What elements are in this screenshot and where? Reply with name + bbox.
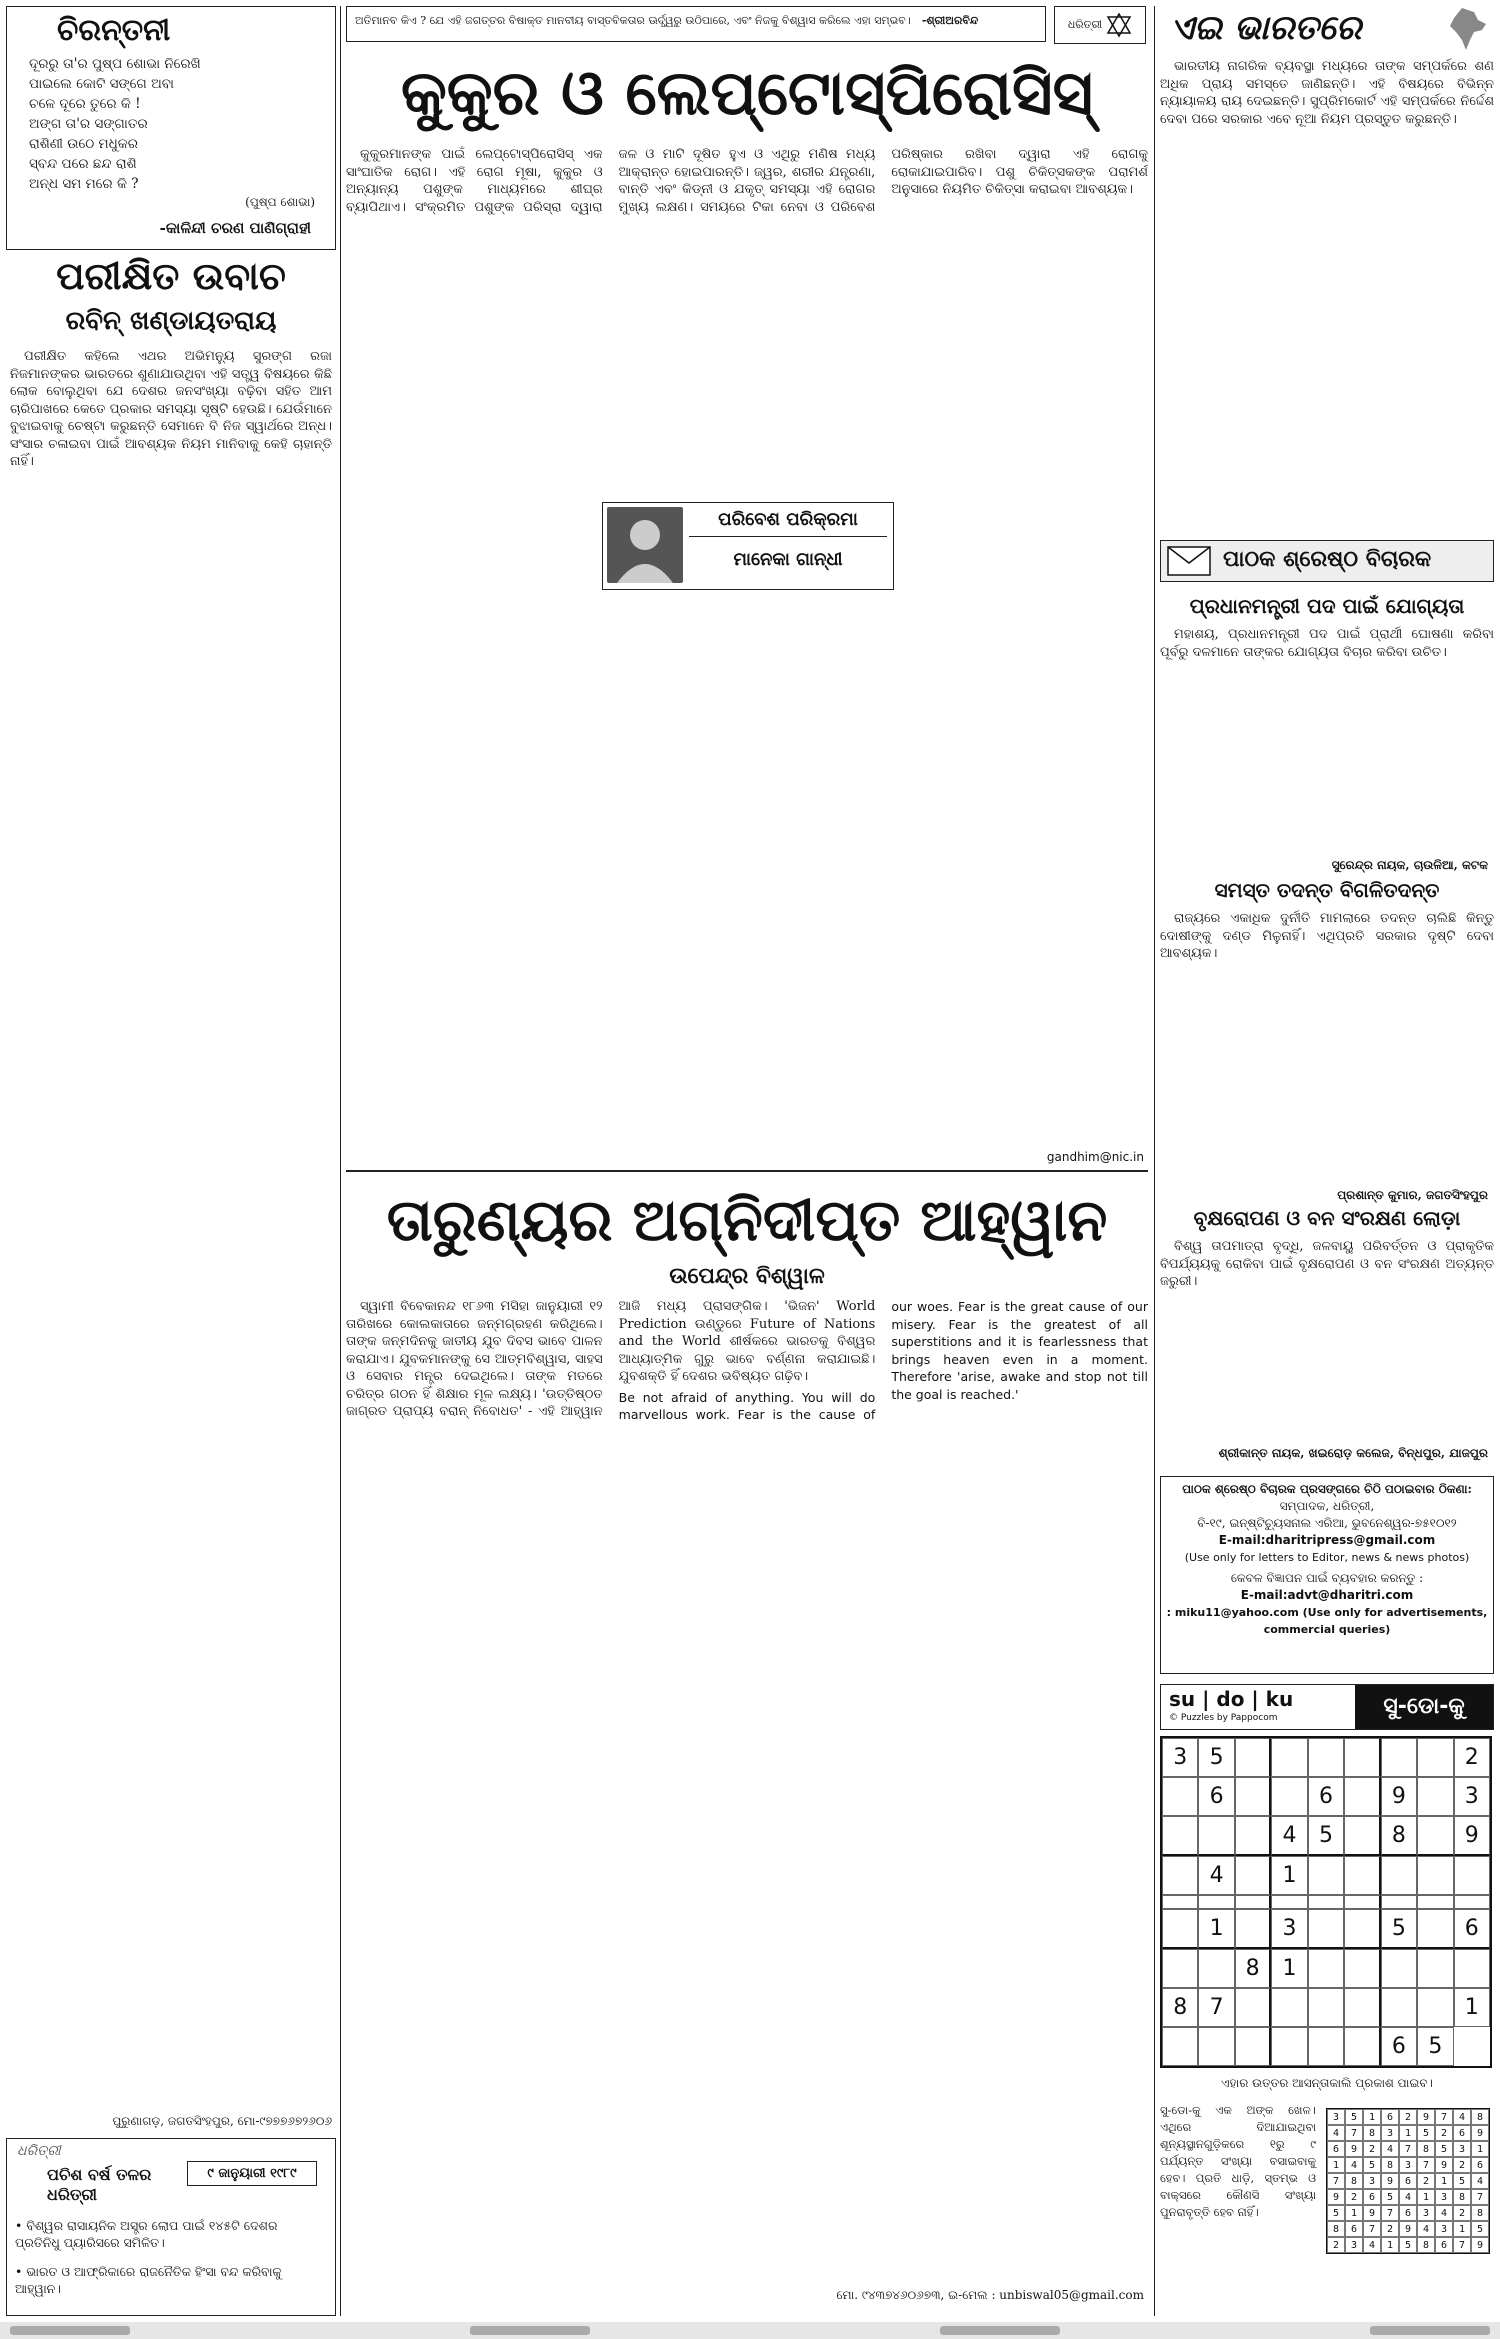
sudoku-cell: 5 [1417,2027,1453,2066]
sudoku-cell [1198,2027,1234,2066]
solution-cell: 3 [1453,2141,1471,2157]
sudoku-cell [1417,1909,1453,1949]
solution-cell: 5 [1453,2173,1471,2189]
sudoku-cell [1417,1949,1453,1988]
sudoku-cell: 1 [1271,1949,1307,1988]
sudoku-cell: 9 [1381,1777,1417,1816]
sudoku-cell [1162,1949,1198,1988]
sudoku-cell [1162,1909,1198,1949]
star-emblem-icon [1106,12,1132,38]
contact-box [1160,1476,1494,1674]
footer-marker-3 [940,2326,1060,2335]
masthead-body [1160,58,1494,518]
solution-cell: 3 [1327,2109,1345,2125]
sudoku-cell: 6 [1198,1777,1234,1816]
sudoku-cell [1454,1895,1490,1909]
sudoku-cell [1381,1738,1417,1777]
sudoku-cell: 6 [1308,1777,1344,1816]
footer-marker-2 [470,2326,590,2335]
sudoku-cell: 6 [1454,1909,1490,1949]
solution-cell: 7 [1399,2141,1417,2157]
sudoku-cell [1381,1895,1417,1909]
pariksita-author: ରବିନ୍ ଖଣ୍ଡାୟତରାୟ [65,306,277,336]
solution-cell: 8 [1471,2205,1489,2221]
article2-author: ଉପେନ୍ଦ୍ର ବିଶ୍ୱାଳ [669,1264,825,1289]
sudoku-cell: 8 [1381,1816,1417,1856]
sudoku-header [1160,1684,1494,1730]
sudoku-cell: 8 [1162,1988,1198,2027]
sudoku-grid [1160,1736,1492,2068]
letter1-sign: ସୁରେନ୍ଦ୍ର ନାୟକ, ଚାଉଳିଆ, କଟକ [1331,858,1488,872]
solution-cell: 3 [1417,2205,1435,2221]
contact-adv-email-2[interactable]: : miku11@yahoo.com (Use only for advertisements, commercial queries) [1166,1606,1488,1636]
sudoku-cell [1344,1949,1380,1988]
byline-name: ମାନେକା ଗାନ୍ଧୀ [733,549,843,570]
sudoku-cell [1235,2027,1271,2066]
sudoku-answer-note: ଏହାର ଉତ୍ତର ଆସନ୍ତାକାଲି ପ୍ରକାଶ ପାଇବ। [1221,2076,1433,2090]
solution-cell: 4 [1399,2189,1417,2205]
headline-kukura: କୁକୁର ଓ ଲେପ୍ଟୋସ୍ପିରୋସିସ୍ [400,56,1094,129]
chirantani-title: ଚିରନ୍ତନୀ [57,13,171,48]
solution-cell: 1 [1399,2125,1417,2141]
sudoku-rules: ସୁ-ଡୋ-କୁ ଏକ ଅଙ୍କ ଖେଳ। ଏଥିରେ ଦିଆଯାଇଥିବା ଶୂନ୍ୟସ୍ଥାନଗୁଡ଼ିକରେ ୧ରୁ ୯ ପର୍ଯ୍ୟନ୍ତ ସଂଖ୍ୟା ବସାଇବାକୁ ହେବ। ପ୍ରତି ଧାଡ଼ି, ସ୍ତମ୍ଭ ଓ ବାକ୍ସରେ କୌଣସି ସଂଖ୍ୟା ପୁନରାବୃତ୍ତି ହେବ ନାହିଁ। [1160,2103,1316,2219]
contact-adv-label: କେବଳ ବିଜ୍ଞାପନ ପାଇଁ ବ୍ୟବହାର କରନ୍ତୁ : [1230,1571,1424,1585]
sudoku-cell: 6 [1381,2027,1417,2066]
solution-cell: 5 [1327,2205,1345,2221]
sudoku-cell [1162,1895,1198,1909]
solution-cell: 3 [1363,2173,1381,2189]
letter1-body [1160,626,1494,846]
solution-cell: 9 [1363,2205,1381,2221]
letters-header [1160,540,1494,582]
solution-cell: 4 [1471,2173,1489,2189]
sudoku-cell [1308,1895,1344,1909]
archive-logo: ଧରିତ୍ରୀ [17,2143,61,2159]
sudoku-cell [1308,1856,1344,1895]
letter1-text: ମହାଶୟ, ପ୍ରଧାନମନ୍ତ୍ରୀ ପଦ ପାଇଁ ପ୍ରାର୍ଥୀ ଘୋଷଣା କରିବା ପୂର୍ବରୁ ଦଳମାନେ ତାଙ୍କର ଯୋଗ୍ୟତା ବିଚାର କରିବା ଉଚିତ। [1160,627,1494,660]
sudoku-cell [1308,1988,1344,2027]
solution-cell: 3 [1435,2189,1453,2205]
poem: ଦୂରରୁ ତା'ର ପୁଷ୍ପ ଶୋଭା ନିରେଖି ପାଇଲେ କୋଟି ସଙ୍ଗେ ଅବା ଚଳେ ଦୂରେ ତୁରେ କି ! ଅଙ୍ଗ ତା'ର ସଙ୍ଗାତର ରାଶିଣୀ ଉଠେ ମଧୁକର ସ୍ବନ୍ଦ ପରେ ଛନ୍ଦ ରାଶି ଅନ୍ଧ ସମ ମରେ କି ? [29,56,201,192]
solution-cell: 4 [1453,2109,1471,2125]
sudoku-cell [1381,1949,1417,1988]
right-column [1160,6,1494,2316]
sudoku-cell [1235,1777,1271,1816]
previous-solution-grid [1326,2108,1490,2254]
byline-section: ପରିବେଶ ପରିକ୍ରମା [689,509,887,537]
contact-adv-email[interactable]: E-mail:advt@dharitri.com [1240,1588,1414,1602]
quote-text: ଅତିମାନବ କିଏ ? ଯେ ଏହି ଜଗତ୍ତର ବିଷାକ୍ତ ମାନବୀୟ ବାସ୍ତବିକତାର ଊର୍ଦ୍ଧ୍ୱରୁ ଉଠିପାରେ, ଏବଂ ନିଜକୁ ବିଶ୍ୱାସ କରିଲେ ଏହା ସମ୍ଭବ। [355,14,911,27]
solution-cell: 5 [1363,2157,1381,2173]
badge-text: ଧରିତ୍ରୀ [1067,18,1103,31]
pariksita-footer: ପୁରୁଣାଗଡ଼, ଜଗତସିଂହପୁର, ମୋ-୯୭୭୭୬୭୨୬୦୬ [112,2114,332,2128]
sudoku-cell [1162,1816,1198,1856]
letter3-sign: ଶ୍ରୀକାନ୍ତ ନାୟକ, ଖଇରୋଡ଼ କଲେଜ, ବିନ୍ଧପୁର, ଯାଜପୁର [1218,1446,1488,1460]
solution-cell: 3 [1381,2125,1399,2141]
contact-email[interactable]: E-mail:dharitripress@gmail.com [1218,1533,1436,1547]
article-divider [346,1170,1148,1172]
sudoku-cell [1235,1738,1271,1777]
sudoku-cell [1235,1988,1271,2027]
solution-cell: 2 [1417,2173,1435,2189]
contact-intro: ପାଠକ ଶ୍ରେଷ୍ଠ ବିଚାରକ ପ୍ରସଙ୍ଗରେ ଚିଠି ପଠାଇବାର ଠିକଣା: [1182,1482,1472,1496]
footer-marker-4 [1370,2326,1490,2335]
solution-cell: 5 [1381,2189,1399,2205]
footer-strip [0,2322,1500,2339]
sudoku-cell [1344,1738,1380,1777]
envelope-icon [1167,546,1211,576]
solution-cell: 1 [1327,2157,1345,2173]
solution-cell: 6 [1381,2109,1399,2125]
dharitri-badge [1054,6,1146,44]
letter3-body [1160,1238,1494,1438]
solution-cell: 1 [1435,2173,1453,2189]
solution-cell: 8 [1345,2173,1363,2189]
solution-cell: 6 [1453,2125,1471,2141]
solution-cell: 6 [1399,2205,1417,2221]
solution-cell: 5 [1417,2125,1435,2141]
byline-box [602,502,894,590]
article2-english-quote: Be not afraid of anything. You will do marvellous work. Fear is the cause of our woes. Fear is the great cause of our misery. Fear is the greatest of all superstitions and it is fearlessness that brings heaven even in a moment. Therefore 'arise, awake and stop not till the goal is reached.' [618,1299,1148,1422]
sudoku-cell: 4 [1271,1816,1307,1856]
solution-cell: 4 [1381,2141,1399,2157]
solution-cell: 5 [1435,2141,1453,2157]
solution-cell: 4 [1327,2125,1345,2141]
solution-cell: 1 [1363,2109,1381,2125]
sudoku-cell [1308,1738,1344,1777]
letter2-text: ରାଜ୍ୟରେ ଏକାଧିକ ଦୁର୍ନୀତି ମାମଲାରେ ତଦନ୍ତ ଚାଲିଛି କିନ୍ତୁ ଦୋଷୀଙ୍କୁ ଦଣ୍ଡ ମିଳୁନାହିଁ। ଏଥିପ୍ରତି ସରକାର ଦୃଷ୍ଟି ଦେବା ଆବଶ୍ୟକ। [1160,911,1494,961]
solution-cell: 3 [1345,2237,1363,2253]
sudoku-cell [1417,1816,1453,1856]
solution-cell: 7 [1345,2125,1363,2141]
sudoku-cell [1162,2027,1198,2066]
archive-item-1: • ବିଶ୍ୱର ରାସାୟନିକ ଅସ୍ତ୍ର ଲୋପ ପାଇଁ ୧୪୫ଟି ଦେଶର ପ୍ରତିନିଧୁ ପ୍ୟାରିସରେ ସମିଳିତ। [15,2218,278,2250]
solution-cell: 1 [1345,2205,1363,2221]
solution-cell: 4 [1435,2205,1453,2221]
sudoku-cell [1271,2027,1307,2066]
sudoku-cell: 2 [1454,1738,1490,1777]
solution-cell: 9 [1399,2221,1417,2237]
solution-cell: 9 [1381,2173,1399,2189]
sudoku-cell [1198,1949,1234,1988]
solution-cell: 5 [1399,2237,1417,2253]
article1-text: କୁକୁରମାନଙ୍କ ପାଇଁ ଲେପ୍ଟୋସ୍ପିରୋସିସ୍ ଏକ ସାଂଘାତିକ ରୋଗ। ଏହି ରୋଗ ମୂଷା, କୁକୁର ଓ ଅନ୍ୟାନ୍ୟ ପଶୁଙ୍କ ମାଧ୍ୟମରେ ଶୀଘ୍ର ବ୍ୟାପିଥାଏ। ସଂକ୍ରମିତ ପଶୁଙ୍କ ପରିସ୍ରା ଦ୍ୱାରା ଜଳ ଓ ମାଟି ଦୂଷିତ ହୁଏ ଓ ଏଥିରୁ ମଣିଷ ମଧ୍ୟ ଆକ୍ରାନ୍ତ ହୋଇପାରନ୍ତି। ଜ୍ୱର, ଶରୀର ଯନ୍ତ୍ରଣା, ବାନ୍ତି ଏବଂ କିଡ୍ନୀ ଓ ଯକୃତ୍ ସମସ୍ୟା ଏହି ରୋଗର ମୁଖ୍ୟ ଲକ୍ଷଣ। ସମୟରେ ଟିକା ନେବା ଓ ପରିବେଶ ପରିଷ୍କାର ରଖିବା ଦ୍ୱାରା ଏହି ରୋଗକୁ ରୋକାଯାଇପାରିବ। ପଶୁ ଚିକିତ୍ସକଙ୍କ ପରାମର୍ଶ ଅନୁସାରେ ନିୟମିତ ଚିକିତ୍ସା କରାଇବା ଆବଶ୍ୟକ। [346,147,1148,215]
sudoku-section [1160,1684,1494,2316]
solution-cell: 8 [1381,2157,1399,2173]
sudoku-cell [1235,1909,1271,1949]
article1-body [346,146,1148,1146]
sudoku-cell [1344,1895,1380,1909]
sudoku-cell [1235,1816,1271,1856]
solution-cell: 2 [1363,2141,1381,2157]
contact-addr: ବି-୧୯, ଇନ୍ଷ୍ଟିଚ୍ୟୁସନାଲ ଏରିଆ, ଭୁବନେଶ୍ୱର-୭୫୧୦୧୨ [1197,1516,1457,1530]
solution-cell: 2 [1399,2109,1417,2125]
sudoku-cell: 5 [1381,1909,1417,1949]
letters-header-text: ପାଠକ ଶ୍ରେଷ୍ଠ ବିଚାରକ [1223,547,1432,572]
solution-cell: 1 [1453,2221,1471,2237]
sudoku-cell [1271,1895,1307,1909]
article1-email: gandhim@nic.in [1046,1150,1144,1164]
author-photo [607,507,683,583]
solution-cell: 8 [1327,2221,1345,2237]
solution-cell: 6 [1363,2189,1381,2205]
person-icon [607,507,683,583]
sudoku-cell: 1 [1198,1909,1234,1949]
quote-box [346,6,1046,42]
contact-org: ସମ୍ପାଦକ, ଧରିତ୍ରୀ, [1279,1499,1375,1513]
article2-text: ସ୍ୱାମୀ ବିବେକାନନ୍ଦ ୧୮୬୩ ମସିହା ଜାନୁୟାରୀ ୧୨ ତାରିଖରେ କୋଲକାତାରେ ଜନ୍ମଗ୍ରହଣ କରିଥିଲେ। ତାଙ୍କ ଜନ୍ମଦିନକୁ ଜାତୀୟ ଯୁବ ଦିବସ ଭାବେ ପାଳନ କରାଯାଏ। ଯୁବକମାନଙ୍କୁ ସେ ଆତ୍ମବିଶ୍ୱାସ, ସାହସ ଓ ସେବାର ମନ୍ତ୍ର ଦେଇଥିଲେ। ତାଙ୍କ ମତରେ ଚରିତ୍ର ଗଠନ ହିଁ ଶିକ୍ଷାର ମୂଳ ଲକ୍ଷ୍ୟ। 'ଉତ୍ତିଷ୍ଠତ ଜାଗ୍ରତ ପ୍ରାପ୍ୟ ବରାନ୍ ନିବୋଧତ' - ଏହି ଆହ୍ୱାନ ଆଜି ମଧ୍ୟ ପ୍ରାସଙ୍ଗିକ। 'ଭିଜନ' World Prediction ଉଣ୍ଡୁରେ Future of Nations and the World ଶୀର୍ଷକରେ ଭାରତକୁ ବିଶ୍ୱର ଆଧ୍ୟାତ୍ମିକ ଗୁରୁ ଭାବେ ବର୍ଣ୍ଣନା କରାଯାଇଛି। ଯୁବଶକ୍ତି ହିଁ ଦେଶର ଭବିଷ୍ୟତ ଗଢ଼ିବ। [346,1299,876,1419]
chirantani-box [6,6,336,250]
sudoku-cell [1344,1856,1380,1895]
sudoku-cell [1454,1856,1490,1895]
solution-cell: 2 [1381,2221,1399,2237]
sudoku-cell [1198,1816,1234,1856]
solution-cell: 9 [1471,2125,1489,2141]
sudoku-cell [1308,1909,1344,1949]
divider-right [1154,6,1155,2316]
solution-cell: 9 [1345,2141,1363,2157]
sudoku-cell: 1 [1454,1988,1490,2027]
solution-cell: 3 [1399,2157,1417,2173]
solution-cell: 9 [1327,2189,1345,2205]
solution-cell: 1 [1417,2189,1435,2205]
solution-cell: 7 [1363,2221,1381,2237]
sudoku-cell [1417,1777,1453,1816]
archive-date: ୯ ଜାନୁୟାରୀ ୧୯୮୯ [187,2161,317,2186]
sudoku-cell [1308,2027,1344,2066]
solution-cell: 2 [1435,2125,1453,2141]
sudoku-cell [1235,1856,1271,1895]
footer-marker-1 [10,2326,130,2335]
sudoku-cell [1344,1816,1380,1856]
archive-box [6,2138,336,2316]
solution-cell: 6 [1327,2141,1345,2157]
sudoku-cell: 5 [1198,1738,1234,1777]
solution-cell: 8 [1363,2125,1381,2141]
sudoku-cell [1344,1909,1380,1949]
masthead-text: ଭାରତୀୟ ନାଗରିକ ବ୍ୟବସ୍ଥା ମଧ୍ୟରେ ତାଙ୍କ ସମ୍ପର୍କରେ ଶଣ ଅଧିକ ପ୍ରାୟ ସମସ୍ତେ ଜାଣିଛନ୍ତି। ଏହି ବିଷୟରେ ବିଭିନ୍ନ ନ୍ୟାୟାଳୟ ରାୟ ଦେଇଛନ୍ତି। ସୁପ୍ରିମକୋର୍ଟ ଏହି ସମ୍ପର୍କରେ ନିର୍ଦ୍ଦେଶ ଦେବା ପରେ ସରକାର ଏବେ ନୂଆ ନିୟମ ପ୍ରସ୍ତୁତ କରୁଛନ୍ତି। [1160,59,1494,127]
sudoku-cell [1417,1895,1453,1909]
sudoku-cell [1162,1856,1198,1895]
sudoku-cell [1344,1988,1380,2027]
solution-cell: 1 [1471,2141,1489,2157]
sudoku-cell [1381,1856,1417,1895]
sudoku-cell [1271,1988,1307,2027]
solution-cell: 1 [1381,2237,1399,2253]
sudoku-cell [1271,1738,1307,1777]
masthead-title: ଏଇ ଭାରତରେ [1170,8,1362,48]
sudoku-title: ସୁ-ଡୋ-କୁ [1355,1685,1493,1729]
sudoku-cell: 3 [1454,1777,1490,1816]
solution-cell: 6 [1399,2173,1417,2189]
sudoku-cell [1344,2027,1380,2066]
solution-cell: 4 [1345,2157,1363,2173]
sudoku-cell [1417,1856,1453,1895]
archive-item-2: • ଭାରତ ଓ ଆଫ୍ରିକାରେ ରାଜନୈତିକ ହିଂସା ବନ୍ଦ କରିବାକୁ ଆହ୍ୱାନ। [15,2264,282,2296]
sudoku-cell: 3 [1162,1738,1198,1777]
article2-body [346,1298,1148,2278]
sudoku-cell [1381,1988,1417,2027]
pariksita-body [10,348,332,2038]
sudoku-cell: 1 [1271,1856,1307,1895]
sudoku-cell [1417,1988,1453,2027]
sudoku-cell [1271,1777,1307,1816]
solution-cell: 9 [1435,2157,1453,2173]
solution-cell: 4 [1363,2237,1381,2253]
sudoku-cell: 7 [1198,1988,1234,2027]
quote-author: -ଶ୍ରୀଅରବିନ୍ଦ [921,14,979,27]
pariksita-title: ପରୀକ୍ଷିତ ଉବାଚ [56,254,286,298]
solution-cell: 7 [1417,2157,1435,2173]
solution-cell: 7 [1435,2109,1453,2125]
solution-cell: 8 [1453,2189,1471,2205]
divider-left [340,6,341,2316]
solution-cell: 7 [1471,2189,1489,2205]
solution-cell: 5 [1345,2109,1363,2125]
sudoku-cell: 3 [1271,1909,1307,1949]
archive-title: ପଚିଶ ବର୍ଷ ତଳର ଧରିତ୍ରୀ [47,2165,152,2204]
poet-name: -କାଳିନ୍ଦୀ ଚରଣ ପାଣିଗ୍ରାହୀ [159,219,311,237]
solution-cell: 8 [1417,2237,1435,2253]
sudoku-cell: 4 [1198,1856,1234,1895]
letter3-title: ବୃକ୍ଷରୋପଣ ଓ ବନ ସଂରକ୍ଷଣ ଲୋଡ଼ା [1193,1206,1461,1230]
solution-cell: 4 [1417,2221,1435,2237]
solution-cell: 6 [1471,2157,1489,2173]
headline-tarunya: ତାରୁଣ୍ୟର ଅଗ୍ନିଦୀପ୍ତ ଆହ୍ୱାନ [386,1186,1108,1254]
solution-cell: 9 [1471,2237,1489,2253]
sudoku-cell [1454,1949,1490,1988]
sudoku-cell [1308,1949,1344,1988]
solution-cell: 6 [1345,2221,1363,2237]
sudoku-sub: © Puzzles by Pappocom [1169,1713,1278,1723]
poem-source: (ପୁଷ୍ପ ଶୋଭା) [245,195,315,209]
solution-cell: 8 [1471,2109,1489,2125]
letter1-title: ପ୍ରଧାନମନ୍ତ୍ରୀ ପଦ ପାଇଁ ଯୋଗ୍ୟତା [1189,594,1465,618]
sudoku-cell: 9 [1454,1816,1490,1856]
letter2-title: ସମସ୍ତ ତଦନ୍ତ ବିଗଳିତଦନ୍ତ [1214,878,1440,902]
solution-cell: 2 [1327,2237,1345,2253]
article2-contact: ମୋ. ୯୪୩୭୪୬୦୬୭୩, ଇ-ମେଲ : unbiswal05@gmail.com [836,2288,1144,2302]
solution-cell: 8 [1417,2141,1435,2157]
letter3-text: ବିଶ୍ୱ ତାପମାତ୍ରା ବୃଦ୍ଧି, ଜଳବାୟୁ ପରିବର୍ତ୍ତନ ଓ ପ୍ରାକୃତିକ ବିପର୍ଯ୍ୟୟକୁ ରୋକିବା ପାଇଁ ବୃକ୍ଷରୋପଣ ଓ ବନ ସଂରକ୍ଷଣ ଅତ୍ୟନ୍ତ ଜରୁରୀ। [1160,1239,1494,1289]
pariksita-text: ପରୀକ୍ଷିତ କହିଲେ ଏଥର ଅଭିମନ୍ୟୁ ସୁରଙ୍ଗ ରଜା ନିଜମାନଙ୍କର ଭାରତରେ ଶୁଣାଯାଉଥିବା ଏହି ସତ୍ତ୍ୱ ବିଷୟରେ କିଛି ଲୋକ ବୋଲୁଥିବା ଯେ ଦେଶର ଜନସଂଖ୍ୟା ବଢ଼ିବା ସହିତ ଆମ ଚାରିପାଖରେ କେତେ ପ୍ରକାର ସମସ୍ୟା ସୃଷ୍ଟି ହେଉଛି। ଯେଉଁମାନେ ବୁଝାଇବାକୁ ଚେଷ୍ଟା କରୁଛନ୍ତି ସେମାନେ ବି ନିଜ ସ୍ୱାର୍ଥରେ ଅନ୍ଧ। ସଂସାର ଚଳାଇବା ପାଇଁ ଆବଶ୍ୟକ ନିୟମ ମାନିବାକୁ କେହି ଚାହାନ୍ତି ନାହିଁ। [10,349,332,469]
masthead [1160,6,1494,54]
sudoku-cell [1344,1777,1380,1816]
sudoku-logo: su | do | ku [1169,1687,1294,1711]
solution-cell: 3 [1435,2221,1453,2237]
solution-cell: 7 [1453,2237,1471,2253]
center-column [346,6,1148,2316]
solution-cell: 7 [1327,2173,1345,2189]
solution-cell: 2 [1453,2205,1471,2221]
solution-cell: 9 [1417,2109,1435,2125]
left-column [6,6,336,2316]
solution-cell: 5 [1471,2221,1489,2237]
sudoku-cell: 8 [1235,1949,1271,1988]
solution-cell: 2 [1345,2189,1363,2205]
solution-cell: 2 [1453,2157,1471,2173]
letter2-sign: ପ୍ରଶାନ୍ତ କୁମାର, ଜଗତସିଂହପୁର [1337,1188,1488,1202]
india-map-icon [1444,6,1490,52]
sudoku-cell [1198,1895,1234,1909]
sudoku-cell [1162,1777,1198,1816]
contact-email-note: (Use only for letters to Editor, news & news photos) [1184,1551,1470,1564]
sudoku-cell [1417,1738,1453,1777]
sudoku-cell: 5 [1308,1816,1344,1856]
solution-cell: 6 [1435,2237,1453,2253]
solution-cell: 7 [1381,2205,1399,2221]
sudoku-cell [1235,1895,1271,1909]
letter2-body [1160,910,1494,1180]
